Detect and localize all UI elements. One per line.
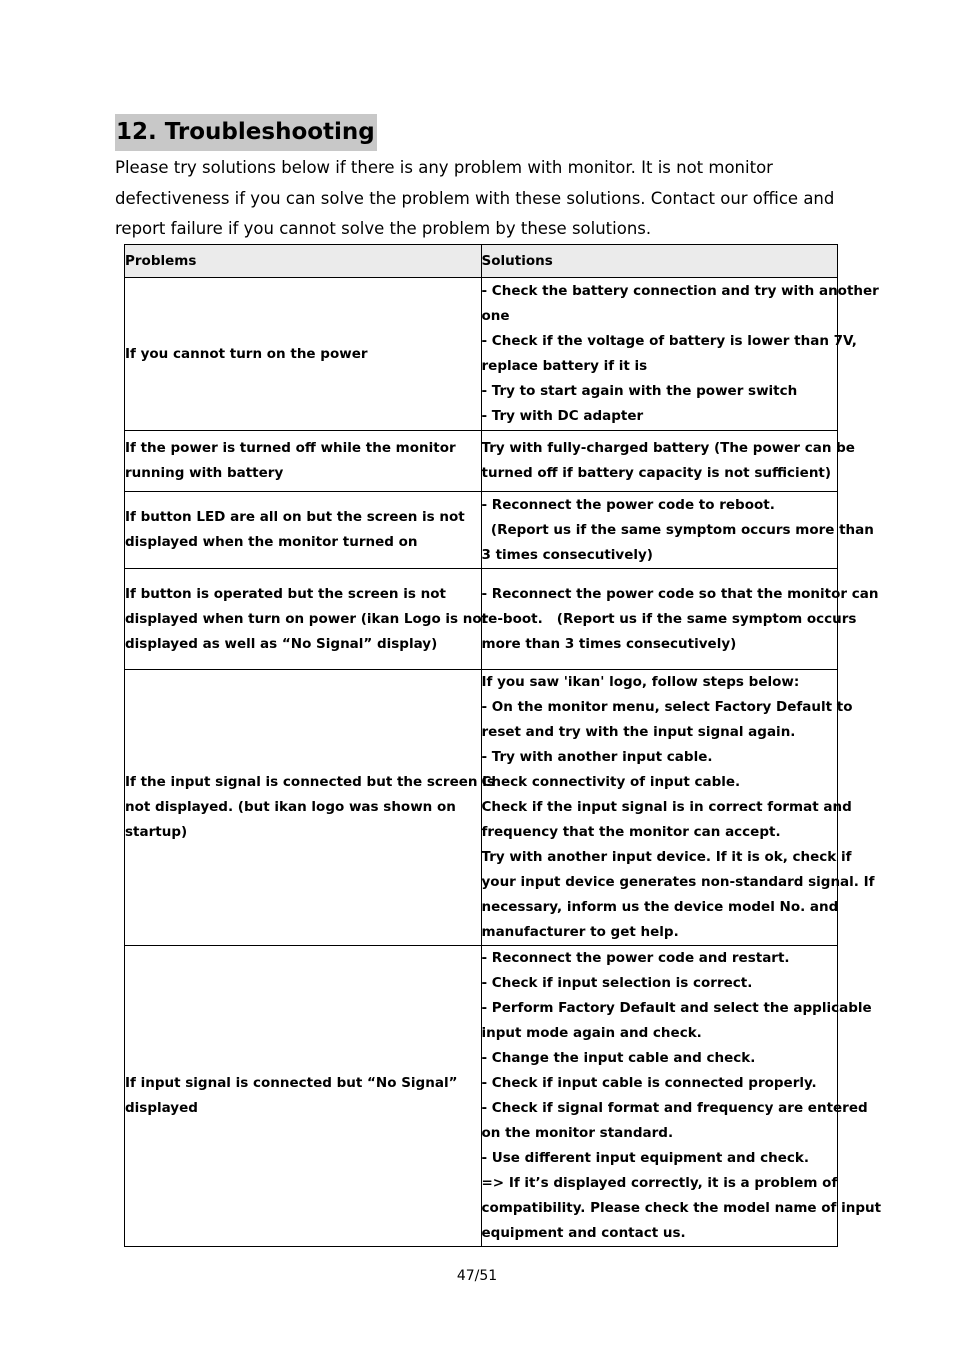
problem-cell — [125, 492, 482, 569]
table-row — [125, 431, 838, 492]
solution-line: - Reconnect the power code so that the monitor can — [481, 585, 879, 602]
problem-line: If the power is turned off while the monitor — [125, 440, 456, 456]
solution-line: (Report us if the same symptom occurs more than — [481, 521, 874, 538]
intro-line: report failure if you cannot solve the problem by these solutions. — [115, 219, 652, 238]
problem-line: displayed — [125, 1100, 198, 1116]
solution-line: Check connectivity of input cable. — [481, 774, 741, 790]
solution-line: frequency that the monitor can accept. — [481, 824, 781, 840]
solution-line: => If it’s displayed correctly, it is a problem of — [481, 1175, 838, 1191]
table-row — [125, 278, 838, 431]
solution-line: - On the monitor menu, select Factory Default to — [481, 699, 853, 715]
table-row — [125, 569, 838, 670]
solution-cell — [481, 431, 855, 492]
problem-line: displayed when turn on power (ikan Logo is not — [125, 610, 489, 627]
table-row — [125, 946, 838, 1247]
problem-line: not displayed. (but ikan logo was shown on — [125, 799, 456, 815]
solution-line: more than 3 times consecutively) — [481, 635, 737, 652]
solution-line: one — [481, 308, 510, 324]
table-row — [125, 670, 838, 946]
solution-line: compatibility. Please check the model name of input — [481, 1200, 882, 1216]
solution-line: - Try with DC adapter — [481, 408, 644, 424]
solution-cell — [481, 670, 875, 946]
solution-line: - Change the input cable and check. — [481, 1050, 756, 1066]
header-solutions: Solutions — [481, 245, 838, 278]
problem-line: running with battery — [125, 465, 284, 481]
intro-line: defectiveness if you can solve the problem with these solutions. Contact our office and — [115, 188, 835, 208]
solution-cell — [481, 946, 882, 1247]
solution-line: - Check the battery connection and try with another — [481, 283, 879, 299]
solution-line: equipment and contact us. — [481, 1225, 686, 1241]
problem-cell — [125, 278, 482, 431]
solution-line: on the monitor standard. — [481, 1125, 674, 1141]
problem-line: startup) — [125, 824, 188, 840]
solution-line: necessary, inform us the device model No. and — [481, 899, 839, 915]
problem-cell — [125, 946, 482, 1247]
solution-line: 3 times consecutively) — [481, 546, 653, 563]
problem-cell — [125, 431, 482, 492]
page-number: 47/51 — [456, 1268, 498, 1284]
solution-line: - Check if the voltage of battery is lower than 7V, — [481, 333, 857, 349]
solution-line: If you saw 'ikan' logo, follow steps below: — [481, 674, 800, 690]
problem-cell — [125, 569, 489, 670]
solution-line: turned off if battery capacity is not sufficient) — [481, 465, 832, 481]
solution-cell — [481, 492, 874, 569]
problem-line: If input signal is connected but “No Signal” — [125, 1075, 458, 1091]
problem-line: displayed as well as “No Signal” display) — [125, 635, 438, 652]
problem-line: If you cannot turn on the power — [125, 345, 368, 362]
intro-line: Please try solutions below if there is any problem with monitor. It is not monitor — [115, 158, 773, 177]
table-body — [125, 278, 882, 1247]
problem-line: displayed when the monitor turned on — [125, 534, 418, 550]
section-title: 12. Troubleshooting — [115, 114, 377, 151]
solution-line: - Try to start again with the power switch — [481, 383, 798, 399]
problem-cell — [125, 670, 495, 946]
header-problems: Problems — [125, 245, 482, 278]
solution-line: Check if the input signal is in correct format and — [481, 799, 852, 815]
solution-line: - Check if input selection is correct. — [481, 975, 753, 991]
solution-cell — [481, 278, 879, 431]
troubleshooting-table — [124, 244, 882, 1247]
solution-line: - Check if input cable is connected properly. — [481, 1075, 817, 1091]
problem-line: If button LED are all on but the screen is not — [125, 509, 465, 525]
solution-line: Try with another input device. If it is ok, check if — [481, 849, 852, 865]
solution-line: replace battery if it is — [481, 358, 648, 374]
problem-line: If button is operated but the screen is not — [125, 585, 446, 602]
solution-line: manufacturer to get help. — [481, 924, 679, 940]
solution-line: - Reconnect the power code to reboot. — [481, 496, 775, 513]
solution-line: - Check if signal format and frequency are entered — [481, 1100, 868, 1116]
solution-line: - Use different input equipment and check. — [481, 1150, 809, 1166]
solution-line: reset and try with the input signal again. — [481, 724, 796, 740]
problem-line: If the input signal is connected but the screen is — [125, 774, 495, 790]
solution-line: - Perform Factory Default and select the applicable — [481, 1000, 872, 1016]
solution-line: Try with fully-charged battery (The power can be — [481, 440, 855, 456]
solution-line: input mode again and check. — [481, 1025, 702, 1041]
solution-line: - Reconnect the power code and restart. — [481, 950, 790, 966]
solution-line: re-boot. (Report us if the same symptom occurs — [481, 610, 857, 627]
solution-cell — [481, 569, 879, 670]
table-header-row — [125, 245, 838, 278]
table-row — [125, 492, 838, 569]
solution-line: your input device generates non-standard signal. If — [481, 874, 875, 890]
solution-line: - Try with another input cable. — [481, 749, 713, 765]
intro-paragraph — [115, 153, 835, 245]
